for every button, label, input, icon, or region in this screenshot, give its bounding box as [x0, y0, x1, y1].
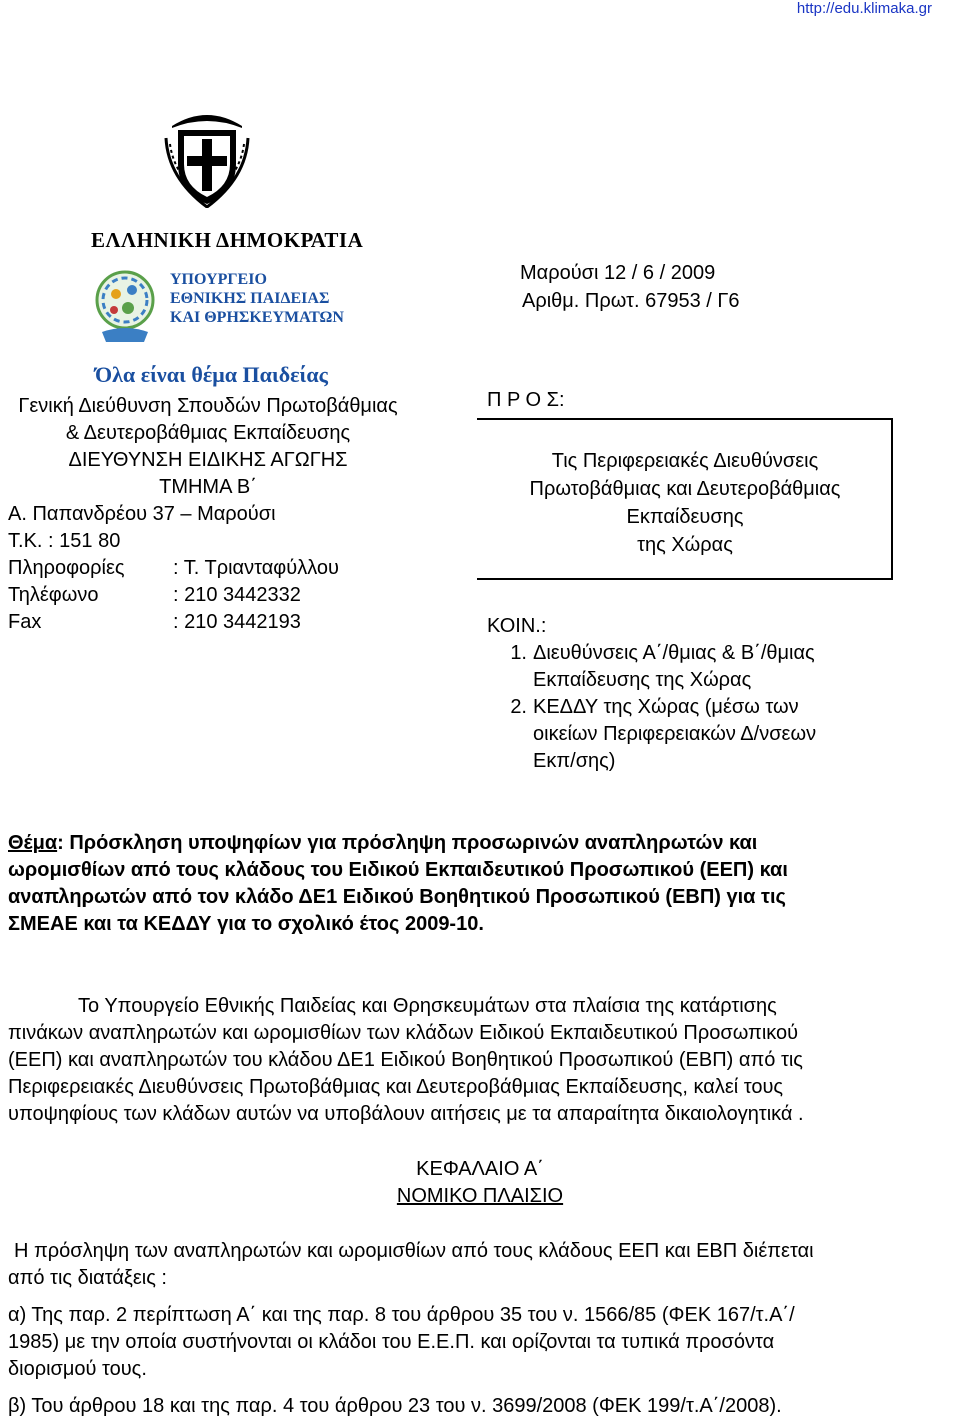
protocol-number: Αριθμ. Πρωτ. 67953 / Γ6 [522, 290, 740, 312]
sender-line: Γενική Διεύθυνση Σπουδών Πρωτοβάθμιας [18, 395, 398, 417]
sender-address: Α. Παπανδρέου 37 – Μαρούσι [8, 503, 276, 525]
cc-item-line: Εκπαίδευσης της Χώρας [533, 669, 752, 691]
recipient-line: Εκπαίδευσης [626, 506, 744, 528]
cc-item [487, 640, 816, 694]
contact-row [8, 555, 408, 582]
source-url-link[interactable]: http://edu.klimaka.gr [796, 0, 932, 17]
contact-label: Πληροφορίες [8, 557, 125, 579]
provision-a-paragraph [8, 1302, 953, 1383]
greek-emblem-icon [164, 108, 250, 208]
paragraph-line: 1985) με την οποία συστήνονται οι κλάδοι του Ε.Ε.Π. και ορίζονται τα τυπικά προσόντα [8, 1331, 775, 1353]
contact-value: : Τ. Τριανταφύλλου [173, 557, 339, 579]
provision-b-paragraph [8, 1393, 953, 1420]
date-protocol-block [520, 259, 740, 315]
sender-block [8, 393, 408, 636]
ministry-name [170, 270, 344, 327]
ministry-line: ΕΘΝΙΚΗΣ ΠΑΙΔΕΙΑΣ [170, 290, 330, 307]
paragraph-line: α) Της παρ. 2 περίπτωση Α΄ και της παρ. 8 του άρθρου 35 του ν. 1566/85 (ΦΕΚ 167/τ.Α΄/ [8, 1304, 795, 1326]
subject-line: αναπληρωτών από τον κλάδο ΔΕ1 Ειδικού Βοηθητικού Προσωπικού (ΕΒΠ) για τις [8, 886, 786, 908]
sender-line: ΔΙΕΥΘΥΝΣΗ ΕΙΔΙΚΗΣ ΑΓΩΓΗΣ [68, 449, 348, 471]
cc-item [487, 694, 816, 775]
cc-item-number: 1. [510, 642, 527, 664]
ministry-line: ΥΠΟΥΡΓΕΙΟ [170, 271, 267, 288]
ministry-globe-logo-icon [92, 266, 158, 346]
subject-block [8, 830, 953, 938]
document-date: Μαρούσι 12 / 6 / 2009 [520, 262, 716, 284]
paragraph-line: β) Του άρθρου 18 και της παρ. 4 του άρθρου 23 του ν. 3699/2008 (ΦΕΚ 199/τ.Α΄/2008). [8, 1395, 782, 1417]
provisions-paragraph [8, 1238, 953, 1292]
subject-line: ΣΜΕΑΕ και τα ΚΕΔΔΥ για το σχολικό έτος 2009-10. [8, 913, 484, 935]
paragraph-line: διορισμού τους. [8, 1358, 147, 1380]
contact-row [8, 582, 408, 609]
sender-line: & Δευτεροβάθμιας Εκπαίδευσης [65, 422, 351, 444]
contact-value: : 210 3442193 [173, 611, 301, 633]
paragraph-line: από τις διατάξεις : [8, 1267, 167, 1289]
chapter-heading [0, 1156, 960, 1210]
ministry-line: ΚΑΙ ΘΡΗΣΚΕΥΜΑΤΩΝ [170, 309, 344, 326]
sender-line: ΤΜΗΜΑ Β΄ [159, 476, 257, 498]
recipient-label: Π Ρ Ο Σ: [487, 389, 565, 411]
intro-paragraph [8, 993, 953, 1128]
paragraph-line: υποψηφίους των κλάδων αυτών να υποβάλουν αιτήσεις με τα απαραίτητα δικαιολογητικά . [8, 1103, 804, 1125]
paragraph-line: Το Υπουργείο Εθνικής Παιδείας και Θρησκευμάτων στα πλαίσια της κατάρτισης [78, 995, 777, 1017]
cc-item-number: 2. [510, 696, 527, 718]
recipient-text [490, 447, 880, 559]
contact-value: : 210 3442332 [173, 584, 301, 606]
contact-label: Τηλέφωνο [8, 584, 99, 606]
subject-text: : Πρόσκληση υποψηφίων για πρόσληψη προσωρινών αναπληρωτών και [57, 832, 758, 854]
subject-line [8, 830, 953, 857]
cc-block [487, 613, 816, 775]
cc-item-line: ΚΕΔΔΥ της Χώρας (μέσω των [533, 696, 799, 718]
subject-line: ωρομισθίων από τους κλάδους του Ειδικού Εκπαιδευτικού Προσωπικού (ΕΕΠ) και [8, 859, 788, 881]
paragraph-line: πινάκων αναπληρωτών και ωρομισθίων των κλάδων Ειδικού Εκπαιδευτικού Προσωπικού [8, 1022, 799, 1044]
contact-row [8, 609, 408, 636]
paragraph-line: Η πρόσληψη των αναπληρωτών και ωρομισθίων από τους κλάδους ΕΕΠ και ΕΒΠ διέπεται [14, 1240, 814, 1262]
chapter-title: ΚΕΦΑΛΑΙΟ Α΄ [416, 1158, 544, 1180]
cc-item-line: Εκπ/σης) [533, 750, 616, 772]
recipient-line: Πρωτοβάθμιας και Δευτεροβάθμιας [529, 478, 841, 500]
country-name: ΕΛΛΗΝΙΚΗ ΔΗΜΟΚΡΑΤΙΑ [91, 228, 364, 252]
cc-item-line: οικείων Περιφερειακών Δ/νσεων [533, 723, 817, 745]
subject-label: Θέμα [8, 832, 58, 854]
cc-label: ΚΟΙΝ.: [487, 615, 547, 637]
paragraph-line: (ΕΕΠ) και αναπληρωτών του κλάδου ΔΕ1 Ειδικού Βοηθητικού Προσωπικού (ΕΒΠ) από τις [8, 1049, 803, 1071]
paragraph-line: Περιφερειακές Διευθύνσεις Πρωτοβάθμιας και Δευτεροβάθμιας Εκπαίδευσης, καλεί τους [8, 1076, 784, 1098]
contact-label: Fax [8, 611, 42, 633]
cc-item-line: Διευθύνσεις Α΄/θμιας & Β΄/θμιας [533, 642, 815, 664]
sender-postcode: Τ.Κ. : 151 80 [8, 530, 121, 552]
chapter-subtitle: ΝΟΜΙΚΟ ΠΛΑΙΣΙΟ [396, 1185, 564, 1207]
recipient-line: Τις Περιφερειακές Διευθύνσεις [551, 450, 819, 472]
ministry-slogan: Όλα είναι θέμα Παιδείας [95, 362, 328, 387]
recipient-line: της Χώρας [637, 534, 733, 556]
